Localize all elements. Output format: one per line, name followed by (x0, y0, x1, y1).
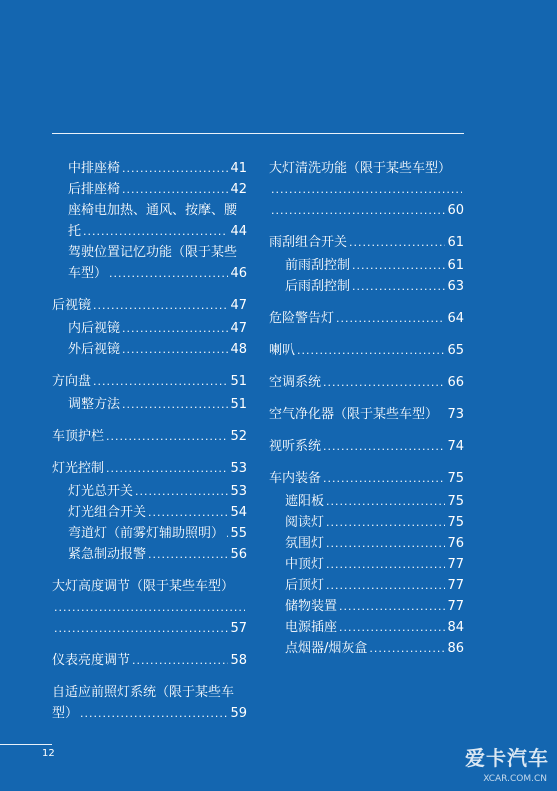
toc-entry-title: 座椅电加热、通风、按摩、腰 (68, 203, 238, 218)
toc-entry[interactable] (269, 468, 464, 489)
leader-dots (349, 232, 445, 253)
toc-entry-title: 后视镜 (52, 298, 92, 313)
leader-dots (352, 276, 445, 297)
toc-entry-page: 56 (230, 547, 247, 562)
toc-entry[interactable] (269, 533, 464, 554)
toc-entry[interactable] (52, 371, 247, 392)
leader-dots (106, 458, 228, 479)
leader-dots (323, 372, 445, 393)
toc-entry[interactable] (52, 394, 247, 415)
toc-entry-title: 灯光控制 (52, 461, 105, 476)
toc-entry-page: 75 (447, 494, 464, 509)
toc-entry-page: 41 (230, 161, 247, 176)
toc-entry-title: 储物装置 (285, 599, 338, 614)
toc-entry-page: 48 (230, 342, 247, 357)
leader-dots (226, 523, 228, 544)
toc-entry-title: 自适应前照灯系统（限于某些车 (52, 685, 235, 700)
toc-entry-page: 84 (447, 620, 464, 635)
toc-entry[interactable] (52, 242, 247, 284)
toc-entry-title: 电源插座 (285, 620, 338, 635)
toc-entry[interactable] (269, 308, 464, 329)
leader-dots (339, 617, 445, 638)
toc-entry[interactable] (269, 372, 464, 393)
leader-dots (132, 650, 228, 671)
toc-entry-page: 77 (447, 578, 464, 593)
toc-entry[interactable] (52, 179, 247, 200)
leader-dots (122, 318, 228, 339)
toc-entry-page: 51 (230, 374, 247, 389)
toc-entry-title: 点烟器/烟灰盒 (285, 641, 368, 656)
toc-entry-title-cont: 托 (68, 224, 82, 239)
leader-dots (83, 221, 228, 242)
leader-dots (54, 597, 245, 618)
toc-entry-page: 58 (230, 653, 247, 668)
toc-entry-page: 64 (447, 311, 464, 326)
leader-dots (122, 179, 228, 200)
toc-entry[interactable] (52, 576, 247, 639)
toc-entry[interactable] (269, 158, 464, 221)
toc-entry-title: 大灯高度调节（限于某些车型） (52, 579, 235, 594)
toc-entry-page: 65 (447, 343, 464, 358)
toc-entry[interactable] (52, 318, 247, 339)
toc-column-left (52, 158, 247, 724)
leader-dots (369, 638, 445, 659)
toc-entry[interactable] (269, 276, 464, 297)
toc-entry-title-cont: 车型） (68, 266, 108, 281)
watermark-logo: 爱卡汽车 (465, 746, 549, 770)
toc-entry-page: 51 (230, 397, 247, 412)
toc-entry-title-cont: 型） (52, 706, 79, 721)
toc-entry-title: 后雨刮控制 (285, 279, 351, 294)
toc-column-right (269, 158, 464, 659)
toc-entry[interactable] (269, 436, 464, 457)
leader-dots (326, 491, 445, 512)
toc-entry-title: 内后视镜 (68, 321, 121, 336)
toc-entry-title: 阅读灯 (285, 515, 325, 530)
toc-entry-page: 63 (447, 279, 464, 294)
toc-entry-title: 驾驶位置记忆功能（限于某些 (68, 245, 238, 260)
toc-entry[interactable] (52, 295, 247, 316)
toc-entry-page: 54 (230, 505, 247, 520)
leader-dots (122, 394, 228, 415)
leader-dots (326, 554, 445, 575)
toc-entry-page: 86 (447, 641, 464, 656)
toc-entry-title: 危险警告灯 (269, 311, 335, 326)
toc-entry-page: 75 (447, 471, 464, 486)
toc-entry-title: 灯光组合开关 (68, 505, 147, 520)
toc-entry-title: 喇叭 (269, 343, 296, 358)
leader-dots (271, 200, 445, 221)
leader-dots (93, 295, 228, 316)
toc-entry-title: 车内装备 (269, 471, 322, 486)
leader-dots (323, 436, 445, 457)
toc-entry[interactable] (52, 200, 247, 242)
leader-dots (135, 481, 228, 502)
toc-entry-page: 55 (230, 526, 247, 541)
toc-entry-page: 52 (230, 429, 247, 444)
toc-entry[interactable] (269, 596, 464, 617)
leader-dots (148, 544, 228, 565)
toc-entry-title: 方向盘 (52, 374, 92, 389)
toc-entry-title: 氛围灯 (285, 536, 325, 551)
toc-entry-title: 遮阳板 (285, 494, 325, 509)
toc-entry-page: 75 (447, 515, 464, 530)
toc-entry-page: 77 (447, 557, 464, 572)
toc-entry-page: 73 (447, 407, 464, 422)
toc-entry[interactable] (52, 650, 247, 671)
leader-dots (122, 158, 228, 179)
toc-entry[interactable] (52, 481, 247, 502)
toc-entry-page: 53 (230, 484, 247, 499)
toc-entry-title: 外后视镜 (68, 342, 121, 357)
toc-entry-page: 46 (230, 266, 247, 281)
toc-entry-page: 47 (230, 321, 247, 336)
leader-dots (339, 596, 445, 617)
toc-entry[interactable] (269, 491, 464, 512)
toc-entry-title: 空调系统 (269, 375, 322, 390)
toc-entry-title: 车顶护栏 (52, 429, 105, 444)
page-number: 12 (42, 748, 55, 759)
toc-entry[interactable] (269, 638, 464, 659)
toc-entry-title: 灯光总开关 (68, 484, 134, 499)
toc-entry[interactable] (52, 339, 247, 360)
toc-entry[interactable] (269, 575, 464, 596)
toc-entry-page: 57 (230, 621, 247, 636)
toc-entry[interactable] (52, 458, 247, 479)
toc-entry[interactable] (269, 255, 464, 276)
toc-entry[interactable] (269, 617, 464, 638)
watermark-url: XCAR.COM.CN (483, 774, 547, 784)
toc-entry[interactable] (52, 682, 247, 724)
toc-entry[interactable] (269, 512, 464, 533)
toc-entry-page: 76 (447, 536, 464, 551)
toc-entry-page: 60 (447, 203, 464, 218)
toc-entry[interactable] (269, 404, 464, 425)
toc-entry-title: 弯道灯（前雾灯辅助照明） (68, 526, 225, 541)
toc-entry-page: 53 (230, 461, 247, 476)
toc-entry-title: 紧急制动报警 (68, 547, 147, 562)
toc-entry[interactable] (269, 554, 464, 575)
toc-entry-page: 77 (447, 599, 464, 614)
toc-entry-title: 仪表亮度调节 (52, 653, 131, 668)
toc-entry[interactable] (52, 158, 247, 179)
leader-dots (297, 340, 445, 361)
toc-entry-page: 61 (447, 235, 464, 250)
header-rule (52, 133, 464, 134)
leader-dots (326, 512, 445, 533)
toc-entry-title: 后顶灯 (285, 578, 325, 593)
toc-entry-title: 空气净化器（限于某些车型） (269, 407, 439, 422)
toc-entry-title: 调整方法 (68, 397, 121, 412)
leader-dots (80, 703, 228, 724)
leader-dots (326, 533, 445, 554)
toc-entry-page: 66 (447, 375, 464, 390)
leader-dots (336, 308, 445, 329)
toc-entry-title: 前雨刮控制 (285, 258, 351, 273)
toc-entry-title: 后排座椅 (68, 182, 121, 197)
toc-entry-title: 视听系统 (269, 439, 322, 454)
toc-entry-page: 74 (447, 439, 464, 454)
toc-entry-page: 47 (230, 298, 247, 313)
toc-entry[interactable] (269, 232, 464, 253)
toc-entry-page: 42 (230, 182, 247, 197)
toc-entry[interactable] (269, 340, 464, 361)
leader-dots (271, 179, 462, 200)
leader-dots (122, 339, 228, 360)
leader-dots (109, 263, 228, 284)
toc-entry-page: 59 (230, 706, 247, 721)
toc-entry[interactable] (52, 426, 247, 447)
leader-dots (326, 575, 445, 596)
toc-entry-title: 中排座椅 (68, 161, 121, 176)
toc-entry-page: 61 (447, 258, 464, 273)
leader-dots (148, 502, 228, 523)
toc-entry-title: 中顶灯 (285, 557, 325, 572)
toc-entry[interactable] (52, 502, 247, 523)
toc-entry-title: 大灯清洗功能（限于某些车型） (269, 161, 452, 176)
toc-entry-title: 雨刮组合开关 (269, 235, 348, 250)
footer-rule (0, 744, 52, 745)
toc-entry[interactable] (52, 523, 247, 544)
leader-dots (323, 468, 445, 489)
leader-dots (106, 426, 228, 447)
toc-entry-page: 44 (230, 224, 247, 239)
leader-dots (93, 371, 228, 392)
leader-dots (54, 618, 228, 639)
toc-entry[interactable] (52, 544, 247, 565)
leader-dots (352, 255, 445, 276)
